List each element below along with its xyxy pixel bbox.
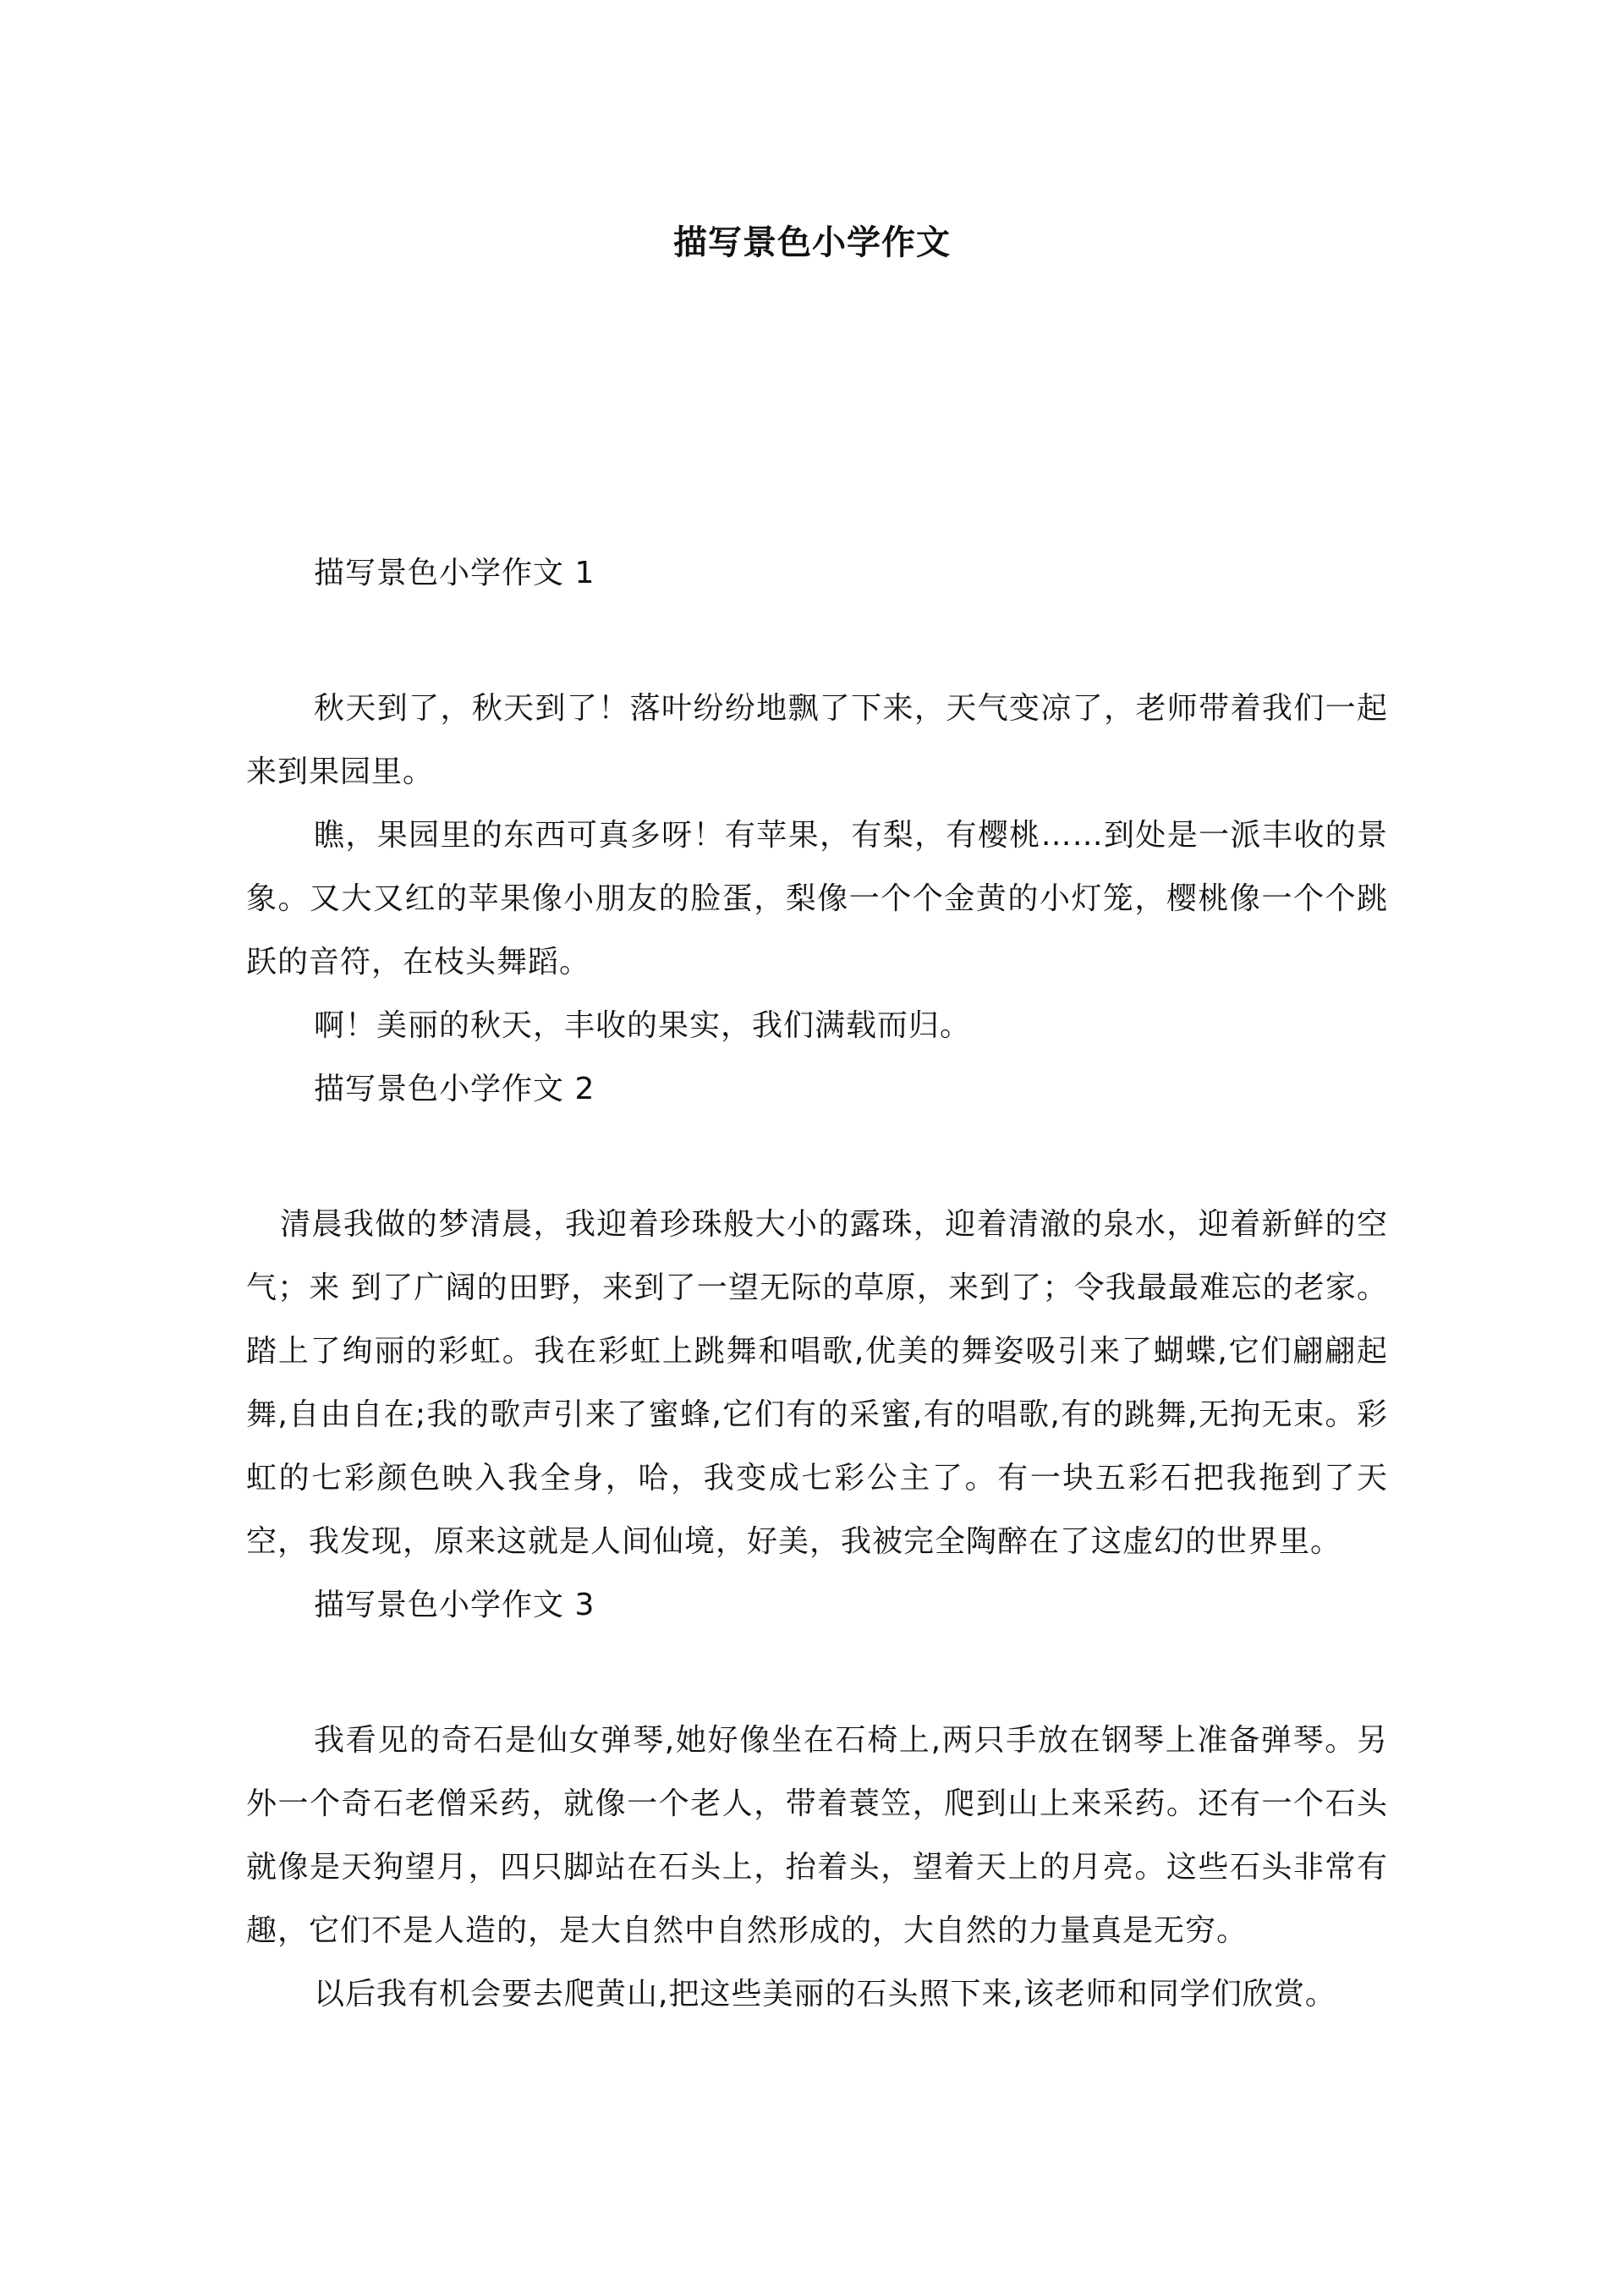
section-heading-1: 描写景色小学作文 1 <box>314 556 595 590</box>
paragraph: 我看见的奇石是仙女弹琴,她好像坐在石椅上,两只手放在钢琴上准备弹琴。另外一个奇石老僧采药，就像一个老人，带着蓑笠，爬到山上来采药。还有一个石头就像是天狗望月，四只脚站在石头上，抬着头，望着天上的月亮。这些石头非常有趣，它们不是人造的，是大自然中自然形成的，大自然的力量真是无穷。 <box>246 1723 1388 1948</box>
paragraph: 瞧，果园里的东西可真多呀！有苹果，有梨，有樱桃……到处是一派丰收的景象。又大又红的苹果像小朋友的脸蛋，梨像一个个金黄的小灯笼，樱桃像一个个跳跃的音符，在枝头舞蹈。 <box>246 818 1388 980</box>
section-heading-2: 描写景色小学作文 2 <box>314 1072 595 1106</box>
paragraph: 啊！美丽的秋天，丰收的果实，我们满载而归。 <box>314 1008 972 1043</box>
document-title: 描写景色小学作文 <box>673 222 951 262</box>
section-heading-3: 描写景色小学作文 3 <box>314 1588 595 1622</box>
paragraph: 秋天到了，秋天到了！落叶纷纷地飘了下来，天气变凉了，老师带着我们一起来到果园里。 <box>246 691 1388 789</box>
paragraph: 清晨我做的梦清晨，我迎着珍珠般大小的露珠，迎着清澈的泉水，迎着新鲜的空气；来 到了广阔的田野，来到了一望无际的草原，来到了；令我最最难忘的老家。踏上了绚丽的彩虹。我在彩虹上跳舞和唱歌,优美的舞姿吸引来了蝴蝶,它们翩翩起舞,自由自在;我的歌声引来了蜜蜂,它们有的采蜜,有的唱歌,有的跳舞,无拘无束。彩虹的七彩颜色映入我全身，哈，我变成七彩公主了。有一块五彩石把我拖到了天空，我发现，原来这就是人间仙境，好美，我被完全陶醉在了这虚幻的世界里。 <box>246 1207 1388 1559</box>
document-body <box>246 541 1388 2026</box>
paragraph: 以后我有机会要去爬黄山,把这些美丽的石头照下来,该老师和同学们欣赏。 <box>314 1977 1336 2011</box>
